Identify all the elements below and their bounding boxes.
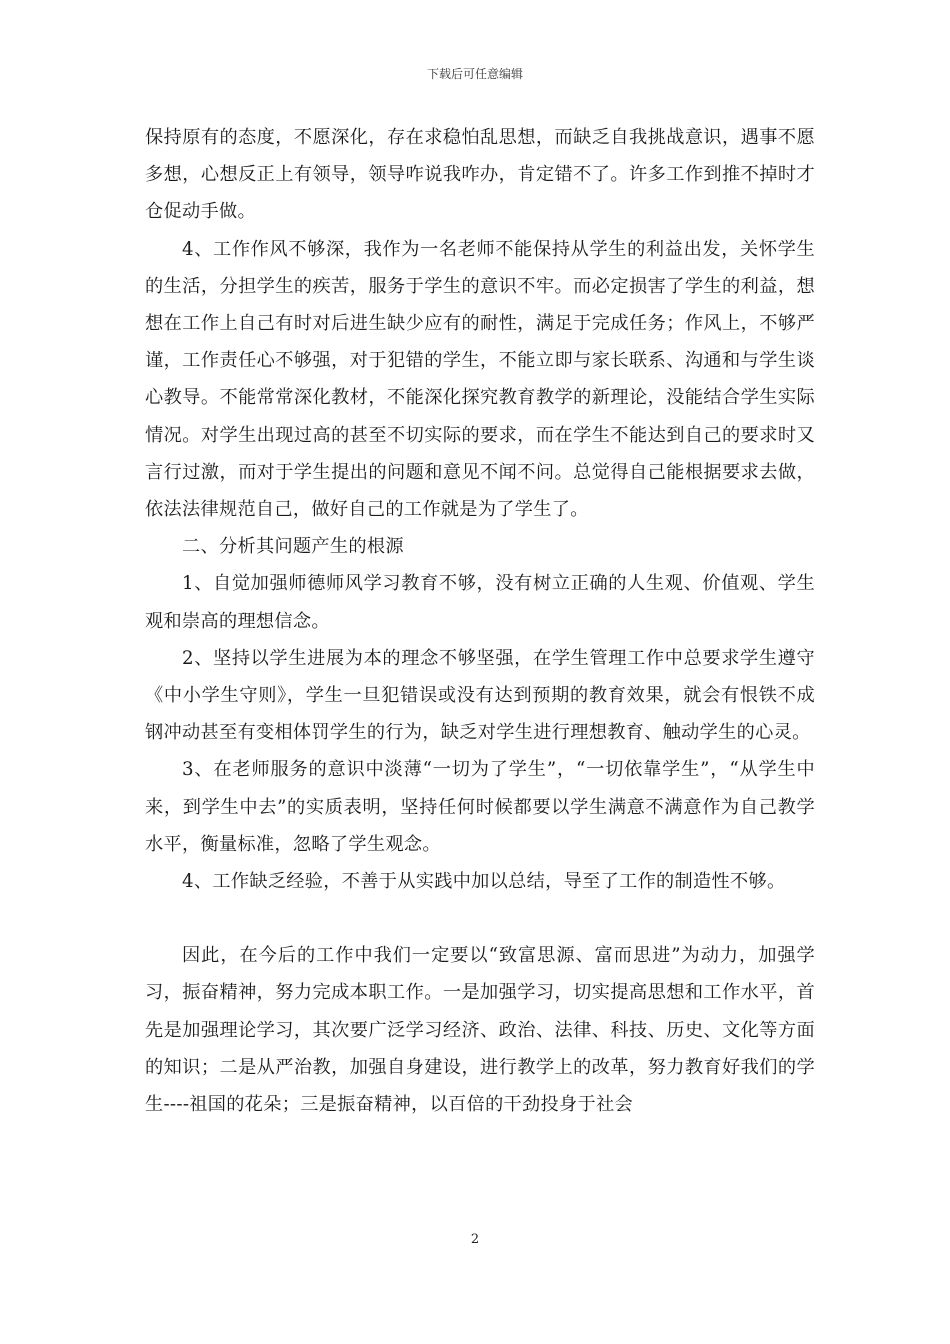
- paragraph-conclusion: 因此，在今后的工作中我们一定要以“致富思源、富而思进”为动力，加强学习，振奋精神，努力完成本职工作。一是加强学习，切实提高思想和工作水平，首先是加强理论学习，其次要广泛学习经济、政治、法律、科技、历史、文化等方面的知识；二是从严治教，加强自身建设，进行教学上的改革，努力教育好我们的学生----祖国的花朵；三是振奋精神，以百倍的干劲投身于社会: [145, 945, 815, 1116]
- document-body: [145, 119, 815, 1123]
- paragraph-cause-1: 1、自觉加强师德师风学习教育不够，没有树立正确的人生观、价值观、学生观和崇高的理想信念。: [145, 573, 815, 632]
- paragraph-cause-3: 3、在老师服务的意识中淡薄“一切为了学生”，“一切依靠学生”，“从学生中来，到学生中去”的实质表明，坚持任何时候都要以学生满意不满意作为自己教学水平，衡量标准，忽略了学生观念。: [145, 759, 815, 855]
- section-heading-root-causes: 二、分析其问题产生的根源: [182, 536, 404, 558]
- page-number: 2: [470, 1232, 480, 1247]
- paragraph-continuation: 保持原有的态度，不愿深化，存在求稳怕乱思想，而缺乏自我挑战意识，遇事不愿多想，心想反正上有领导，领导咋说我咋办，肯定错不了。许多工作到推不掉时才仓促动手做。: [145, 127, 815, 223]
- paragraph-work-style: 4、工作作风不够深，我作为一名老师不能保持从学生的利益出发，关怀学生的生活，分担学生的疾苦，服务于学生的意识不牢。而必定损害了学生的利益，想想在工作上自己有时对后进生缺少应有的耐性，满足于完成任务；作风上，不够严谨，工作责任心不够强，对于犯错的学生，不能立即与家长联系、沟通和与学生谈心教导。不能常常深化教材，不能深化探究教育教学的新理论，没能结合学生实际情况。对学生出现过高的甚至不切实际的要求，而在学生不能达到自己的要求时又言行过激，而对于学生提出的问题和意见不闻不问。总觉得自己能根据要求去做，依法法律规范自己，做好自己的工作就是为了学生了。: [145, 238, 815, 521]
- paragraph-cause-4: 4、工作缺乏经验，不善于从实践中加以总结，导至了工作的制造性不够。: [182, 871, 786, 893]
- page-header: 下载后可任意编辑: [426, 67, 523, 81]
- paragraph-cause-2: 2、坚持以学生进展为本的理念不够坚强，在学生管理工作中总要求学生遵守《中小学生守则》，学生一旦犯错误或没有达到预期的教育效果，就会有恨铁不成钢冲动甚至有变相体罚学生的行为，缺乏对学生进行理想教育、触动学生的心灵。: [145, 647, 815, 744]
